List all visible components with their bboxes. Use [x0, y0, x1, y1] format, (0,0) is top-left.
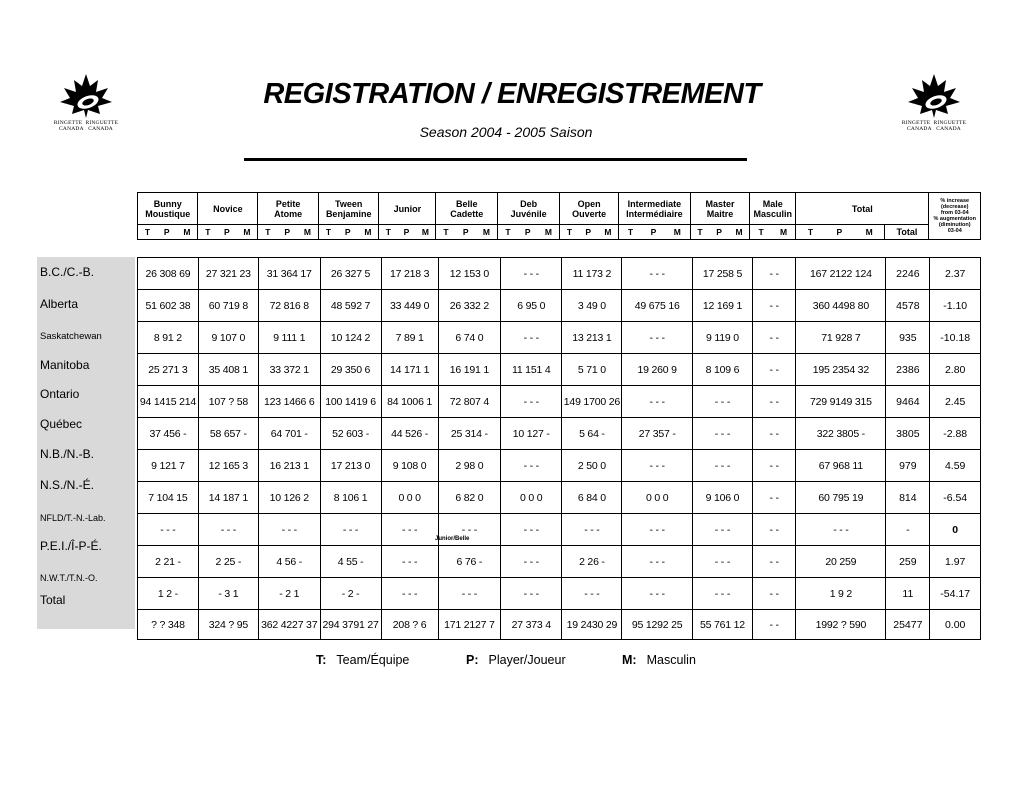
category-header: Tween Benjamine: [318, 193, 378, 225]
tpm-subheader: [796, 225, 885, 240]
tpm-letter: T: [566, 227, 573, 237]
category-values: - - -: [438, 514, 500, 546]
row-total: 979: [886, 450, 930, 482]
tpm-letter: P: [716, 227, 722, 237]
legend-player: [466, 653, 566, 667]
category-values: 10 126 2: [258, 482, 320, 514]
tpm-letter: M: [183, 227, 191, 237]
tpm-letter: T: [505, 227, 511, 237]
row-total: 935: [886, 322, 930, 354]
category-values: 8 91 2: [138, 322, 199, 354]
category-values: 10 127 -: [501, 418, 562, 450]
category-values: - - -: [381, 578, 438, 610]
province-column: [37, 257, 135, 629]
category-values: - - -: [258, 514, 320, 546]
category-values: - - -: [622, 386, 693, 418]
province-label: Saskatchewan: [40, 331, 102, 342]
category-header: Petite Atome: [258, 193, 319, 225]
registration-header: [137, 192, 981, 240]
logo-caption: CANADA CANADA: [59, 126, 113, 132]
tpm-letter: T: [758, 227, 764, 237]
table-row: [138, 610, 981, 640]
category-values: 5 71 0: [562, 354, 622, 386]
tpm-letter: T: [325, 227, 332, 237]
tpm-subheader: [560, 225, 619, 240]
page-title: REGISTRATION / ENREGISTREMENT: [263, 78, 761, 110]
category-values: - - -: [692, 546, 752, 578]
category-values: 2 25 -: [198, 546, 258, 578]
category-values: - -: [752, 258, 795, 290]
category-values: - -: [752, 322, 795, 354]
category-values: 37 456 -: [138, 418, 199, 450]
category-values: 0 0 0: [381, 482, 438, 514]
category-values: 94 1415 214: [138, 386, 199, 418]
category-values: - - -: [692, 450, 752, 482]
category-header: Novice: [198, 193, 258, 225]
row-total: 25477: [886, 610, 930, 640]
table-row: [138, 290, 981, 322]
logo-caption: RINGETTE RINGUETTE: [53, 120, 119, 126]
table-row: [138, 322, 981, 354]
category-values: 64 701 -: [258, 418, 320, 450]
category-values: 60 795 19: [796, 482, 886, 514]
tpm-letter: T: [205, 227, 211, 237]
title-divider: [244, 158, 747, 161]
category-values: - -: [752, 354, 795, 386]
legend-masculin: [622, 653, 696, 667]
category-values: 0 0 0: [501, 482, 562, 514]
province-label: N.W.T./T.N.-O.: [40, 573, 98, 583]
percent-change-header: % increase (decrease) from 03-04 % augmentation (diminution) 03-04: [929, 193, 981, 240]
category-values: 2 26 -: [562, 546, 622, 578]
category-values: - - -: [501, 450, 562, 482]
tpm-letter: M: [303, 227, 312, 237]
category-values: 14 171 1: [381, 354, 438, 386]
province-label: Manitoba: [40, 358, 90, 372]
category-values: 107 ? 58: [198, 386, 258, 418]
category-values: 26 327 5: [320, 258, 381, 290]
category-header: Deb Juvénile: [498, 193, 560, 225]
category-values: 167 2122 124: [796, 258, 886, 290]
category-values: - - -: [501, 514, 562, 546]
category-values: 9 121 7: [138, 450, 199, 482]
tpm-letter: T: [385, 227, 391, 237]
category-values: - - -: [562, 514, 622, 546]
category-values: 11 151 4: [501, 354, 562, 386]
category-values: 19 2430 29: [562, 610, 622, 640]
category-values: - - -: [501, 578, 562, 610]
tpm-letter: M: [779, 227, 788, 237]
category-values: 6 74 0: [438, 322, 500, 354]
percent-change: 4.59: [930, 450, 981, 482]
category-values: - -: [752, 546, 795, 578]
category-values: 6 82 0: [438, 482, 500, 514]
category-values: 294 3791 27: [320, 610, 381, 640]
category-values: - - -: [692, 386, 752, 418]
tpm-letter: M: [364, 227, 372, 237]
category-header: Junior: [379, 193, 436, 225]
category-values: - -: [752, 482, 795, 514]
category-values: 1992 ? 590: [796, 610, 886, 640]
category-values: - -: [752, 450, 795, 482]
category-values: - -: [752, 610, 795, 640]
tpm-letter: T: [697, 227, 703, 237]
table-row: [138, 354, 981, 386]
category-values: 6 84 0: [562, 482, 622, 514]
province-label: P.E.I./Î-P-É.: [40, 539, 102, 553]
category-values: 33 449 0: [381, 290, 438, 322]
row-total: 3805: [886, 418, 930, 450]
category-values: 729 9149 315: [796, 386, 886, 418]
percent-change: -54.17: [930, 578, 981, 610]
province-label: Québec: [40, 417, 83, 431]
category-values: 26 332 2: [438, 290, 500, 322]
percent-change: 0.00: [930, 610, 981, 640]
category-values: 208 ? 6: [381, 610, 438, 640]
category-values: 1 2 -: [138, 578, 199, 610]
category-values: 322 3805 -: [796, 418, 886, 450]
row-total: 2246: [886, 258, 930, 290]
legend-label: Team/Équipe: [336, 653, 410, 667]
category-values: 9 119 0: [692, 322, 752, 354]
tpm-letter: M: [604, 227, 612, 237]
category-values: - -: [752, 290, 795, 322]
category-values: 27 357 -: [622, 418, 693, 450]
tpm-letter: M: [735, 227, 743, 237]
category-values: 48 592 7: [320, 290, 381, 322]
table-row: [138, 258, 981, 290]
category-values: 72 816 8: [258, 290, 320, 322]
category-values: - - -: [622, 258, 693, 290]
category-values: 9 107 0: [198, 322, 258, 354]
province-label: N.B./N.-B.: [40, 447, 95, 461]
category-values: 20 259: [796, 546, 886, 578]
tpm-subheader: [619, 225, 690, 240]
category-header: Master Maitre: [690, 193, 750, 225]
category-values: 362 4227 37: [258, 610, 320, 640]
category-values: 27 321 23: [198, 258, 258, 290]
category-values: 2 21 -: [138, 546, 199, 578]
category-values: 171 2127 7: [438, 610, 500, 640]
tpm-subheader: [138, 225, 198, 240]
category-values: - -: [752, 418, 795, 450]
category-values: 67 968 11: [796, 450, 886, 482]
category-values: - - -: [501, 322, 562, 354]
category-values: 29 350 6: [320, 354, 381, 386]
percent-change: -1.10: [930, 290, 981, 322]
category-values: 49 675 16: [622, 290, 693, 322]
tpm-subheader: [436, 225, 498, 240]
category-values: 4 56 -: [258, 546, 320, 578]
row-total: -: [886, 514, 930, 546]
row-total: 9464: [886, 386, 930, 418]
row-total: 4578: [886, 290, 930, 322]
junior-belle-note: Junior/Belle: [435, 536, 470, 542]
category-values: 44 526 -: [381, 418, 438, 450]
category-values: 26 308 69: [138, 258, 199, 290]
category-values: - -: [752, 578, 795, 610]
category-values: - - -: [692, 418, 752, 450]
category-values: 3 49 0: [562, 290, 622, 322]
legend-label: Masculin: [646, 653, 696, 667]
category-values: 71 928 7: [796, 322, 886, 354]
row-total: 11: [886, 578, 930, 610]
category-values: 35 408 1: [198, 354, 258, 386]
category-values: - - -: [501, 386, 562, 418]
category-values: - - -: [622, 578, 693, 610]
percent-change: 2.80: [930, 354, 981, 386]
table-row: [138, 482, 981, 514]
category-values: 16 213 1: [258, 450, 320, 482]
category-values: 14 187 1: [198, 482, 258, 514]
category-values: 1 9 2: [796, 578, 886, 610]
category-values: 149 1700 26: [562, 386, 622, 418]
category-values: 12 153 0: [438, 258, 500, 290]
legend-key: P:: [466, 653, 479, 667]
category-values: 17 218 3: [381, 258, 438, 290]
tpm-subheader: [750, 225, 796, 240]
category-values: 27 373 4: [501, 610, 562, 640]
category-values: - - -: [796, 514, 886, 546]
category-values: - -: [752, 514, 795, 546]
category-header: Male Masculin: [750, 193, 796, 225]
category-values: - - -: [381, 514, 438, 546]
table-row: [138, 514, 981, 546]
category-header: Bunny Moustique: [138, 193, 198, 225]
category-values: 72 807 4: [438, 386, 500, 418]
category-values: - - -: [438, 578, 500, 610]
percent-change: -10.18: [930, 322, 981, 354]
category-values: 11 173 2: [562, 258, 622, 290]
category-values: 95 1292 25: [622, 610, 693, 640]
percent-change: -6.54: [930, 482, 981, 514]
legend-key: T:: [316, 653, 327, 667]
category-values: - - -: [692, 514, 752, 546]
category-values: 55 761 12: [692, 610, 752, 640]
table-row: [138, 450, 981, 482]
row-total: 814: [886, 482, 930, 514]
category-values: - - -: [320, 514, 381, 546]
legend-label: Player/Joueur: [488, 653, 566, 667]
tpm-letter: T: [144, 227, 151, 237]
province-label: Alberta: [40, 297, 79, 311]
category-values: 5 64 -: [562, 418, 622, 450]
province-label: Total: [40, 593, 66, 607]
table-row: [138, 418, 981, 450]
category-values: 13 213 1: [562, 322, 622, 354]
category-values: 6 76 -: [438, 546, 500, 578]
legend-key: M:: [622, 653, 637, 667]
category-values: 324 ? 95: [198, 610, 258, 640]
percent-change: 1.97: [930, 546, 981, 578]
category-values: 9 108 0: [381, 450, 438, 482]
table-row: [138, 578, 981, 610]
category-values: - 2 1: [258, 578, 320, 610]
category-values: - -: [752, 386, 795, 418]
percent-change: 0: [930, 514, 981, 546]
category-values: 6 95 0: [501, 290, 562, 322]
tpm-letter: T: [807, 227, 814, 237]
category-values: 33 372 1: [258, 354, 320, 386]
category-values: 8 109 6: [692, 354, 752, 386]
category-values: - 3 1: [198, 578, 258, 610]
category-values: - - -: [562, 578, 622, 610]
category-values: - - -: [501, 258, 562, 290]
category-values: 17 213 0: [320, 450, 381, 482]
category-values: 123 1466 6: [258, 386, 320, 418]
tpm-letter: P: [163, 227, 170, 237]
tpm-subheader: [198, 225, 258, 240]
registration-table: [137, 257, 981, 640]
category-values: 7 104 15: [138, 482, 199, 514]
total-subheader: Total: [885, 225, 929, 240]
category-values: - - -: [622, 450, 693, 482]
tpm-letter: M: [673, 227, 681, 237]
category-values: 25 314 -: [438, 418, 500, 450]
category-values: 9 111 1: [258, 322, 320, 354]
category-values: - - -: [501, 546, 562, 578]
category-header: Total: [796, 193, 929, 225]
category-values: 360 4498 80: [796, 290, 886, 322]
category-values: 16 191 1: [438, 354, 500, 386]
province-label: N.S./N.-É.: [40, 478, 95, 492]
logo-caption: RINGETTE RINGUETTE: [901, 120, 967, 126]
tpm-letter: P: [284, 227, 290, 237]
tpm-subheader: [498, 225, 560, 240]
category-values: - - -: [692, 578, 752, 610]
tpm-letter: P: [650, 227, 657, 237]
category-values: - - -: [622, 514, 693, 546]
province-label: NFLD/T.-N.-Lab.: [40, 513, 106, 523]
category-values: - - -: [381, 546, 438, 578]
tpm-letter: P: [585, 227, 592, 237]
tpm-letter: P: [403, 227, 410, 237]
tpm-letter: T: [443, 227, 449, 237]
province-label: Ontario: [40, 387, 80, 401]
tpm-letter: T: [265, 227, 271, 237]
tpm-letter: M: [544, 227, 552, 237]
tpm-letter: M: [482, 227, 490, 237]
category-values: 60 719 8: [198, 290, 258, 322]
tpm-letter: M: [865, 227, 873, 237]
logo-caption: CANADA CANADA: [907, 126, 961, 132]
category-header: Intermediate Intermédiaire: [619, 193, 690, 225]
tpm-letter: M: [421, 227, 429, 237]
percent-change: -2.88: [930, 418, 981, 450]
tpm-letter: P: [224, 227, 230, 237]
category-header: Belle Cadette: [436, 193, 498, 225]
category-values: - 2 -: [320, 578, 381, 610]
category-values: 100 1419 6: [320, 386, 381, 418]
table-row: [138, 546, 981, 578]
category-header: Open Ouverte: [560, 193, 619, 225]
table-row: [138, 386, 981, 418]
category-values: 12 169 1: [692, 290, 752, 322]
tpm-subheader: [379, 225, 436, 240]
row-total: 259: [886, 546, 930, 578]
category-values: 52 603 -: [320, 418, 381, 450]
category-values: 2 98 0: [438, 450, 500, 482]
category-values: 17 258 5: [692, 258, 752, 290]
category-values: 25 271 3: [138, 354, 199, 386]
tpm-subheader: [258, 225, 319, 240]
category-values: 2 50 0: [562, 450, 622, 482]
tpm-subheader: [690, 225, 750, 240]
category-values: 10 124 2: [320, 322, 381, 354]
category-values: 84 1006 1: [381, 386, 438, 418]
season-subtitle: Season 2004 - 2005 Saison: [419, 124, 593, 140]
category-values: 7 89 1: [381, 322, 438, 354]
row-total: 2386: [886, 354, 930, 386]
tpm-letter: P: [462, 227, 469, 237]
category-values: ? ? 348: [138, 610, 199, 640]
province-label: B.C./C.-B.: [40, 265, 95, 279]
category-values: 51 602 38: [138, 290, 199, 322]
category-values: 195 2354 32: [796, 354, 886, 386]
legend-team: [316, 653, 409, 667]
category-values: 0 0 0: [622, 482, 693, 514]
tpm-letter: P: [524, 227, 531, 237]
category-values: 9 106 0: [692, 482, 752, 514]
category-values: 19 260 9: [622, 354, 693, 386]
category-values: 58 657 -: [198, 418, 258, 450]
tpm-letter: P: [344, 227, 351, 237]
category-values: 12 165 3: [198, 450, 258, 482]
tpm-letter: T: [627, 227, 634, 237]
category-values: - - -: [198, 514, 258, 546]
tpm-subheader: [318, 225, 378, 240]
category-values: 31 364 17: [258, 258, 320, 290]
category-values: 4 55 -: [320, 546, 381, 578]
percent-change: 2.37: [930, 258, 981, 290]
percent-change: 2.45: [930, 386, 981, 418]
tpm-letter: M: [243, 227, 251, 237]
tpm-letter: P: [836, 227, 843, 237]
category-values: 8 106 1: [320, 482, 381, 514]
category-values: - - -: [138, 514, 199, 546]
category-values: - - -: [622, 546, 693, 578]
category-values: - - -: [622, 322, 693, 354]
